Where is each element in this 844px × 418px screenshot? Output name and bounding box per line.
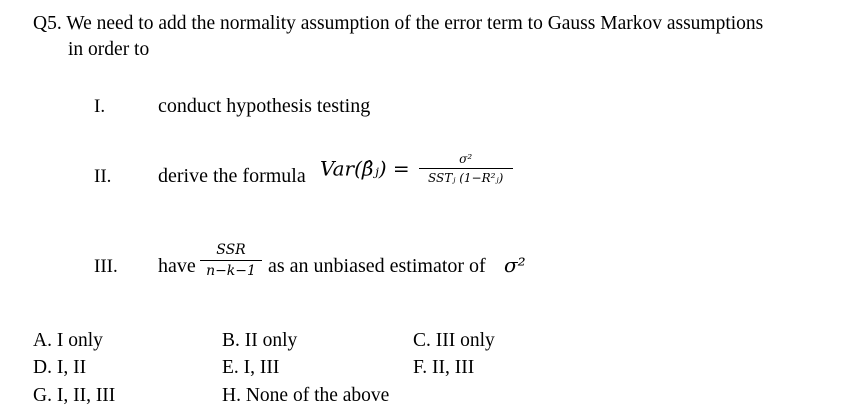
statement-iii-text-after: as an unbiased estimator of <box>268 255 486 277</box>
option-c[interactable]: C. III only <box>413 330 495 351</box>
question-line-2: in order to <box>68 39 150 60</box>
question-line-1: Q5. We need to add the normality assumption of the error term to Gauss Markov assumptions <box>33 13 764 34</box>
statement-iii-numeral: III. <box>94 256 118 277</box>
option-g[interactable]: G. I, II, III <box>33 385 116 406</box>
statement-ii-numeral: II. <box>94 166 112 187</box>
option-d[interactable]: D. I, II <box>33 357 87 378</box>
option-e[interactable]: E. I, III <box>222 357 280 378</box>
statement-i-text: conduct hypothesis testing <box>158 95 371 117</box>
option-b[interactable]: B. II only <box>222 330 298 351</box>
variance-formula <box>320 152 513 185</box>
variance-lhs: Var(β̂ⱼ) = <box>320 156 410 181</box>
ssr-numerator: SSR <box>216 242 246 258</box>
fraction-bar <box>200 260 262 261</box>
fraction-bar <box>419 168 513 169</box>
statement-ii-text: derive the formula <box>158 165 306 187</box>
variance-denominator: SSTⱼ (1−R²ⱼ) <box>428 171 504 185</box>
statement-i-numeral: I. <box>94 96 106 117</box>
option-h[interactable]: H. None of the above <box>222 385 390 406</box>
variance-fraction <box>419 152 513 185</box>
variance-numerator: σ² <box>459 152 473 166</box>
statement-iii-text-before: have <box>158 255 196 277</box>
option-a[interactable]: A. I only <box>33 330 103 351</box>
ssr-denominator: n−k−1 <box>206 263 256 279</box>
sigma-squared: σ² <box>504 253 526 277</box>
ssr-fraction <box>200 242 262 279</box>
option-f[interactable]: F. II, III <box>413 357 475 378</box>
